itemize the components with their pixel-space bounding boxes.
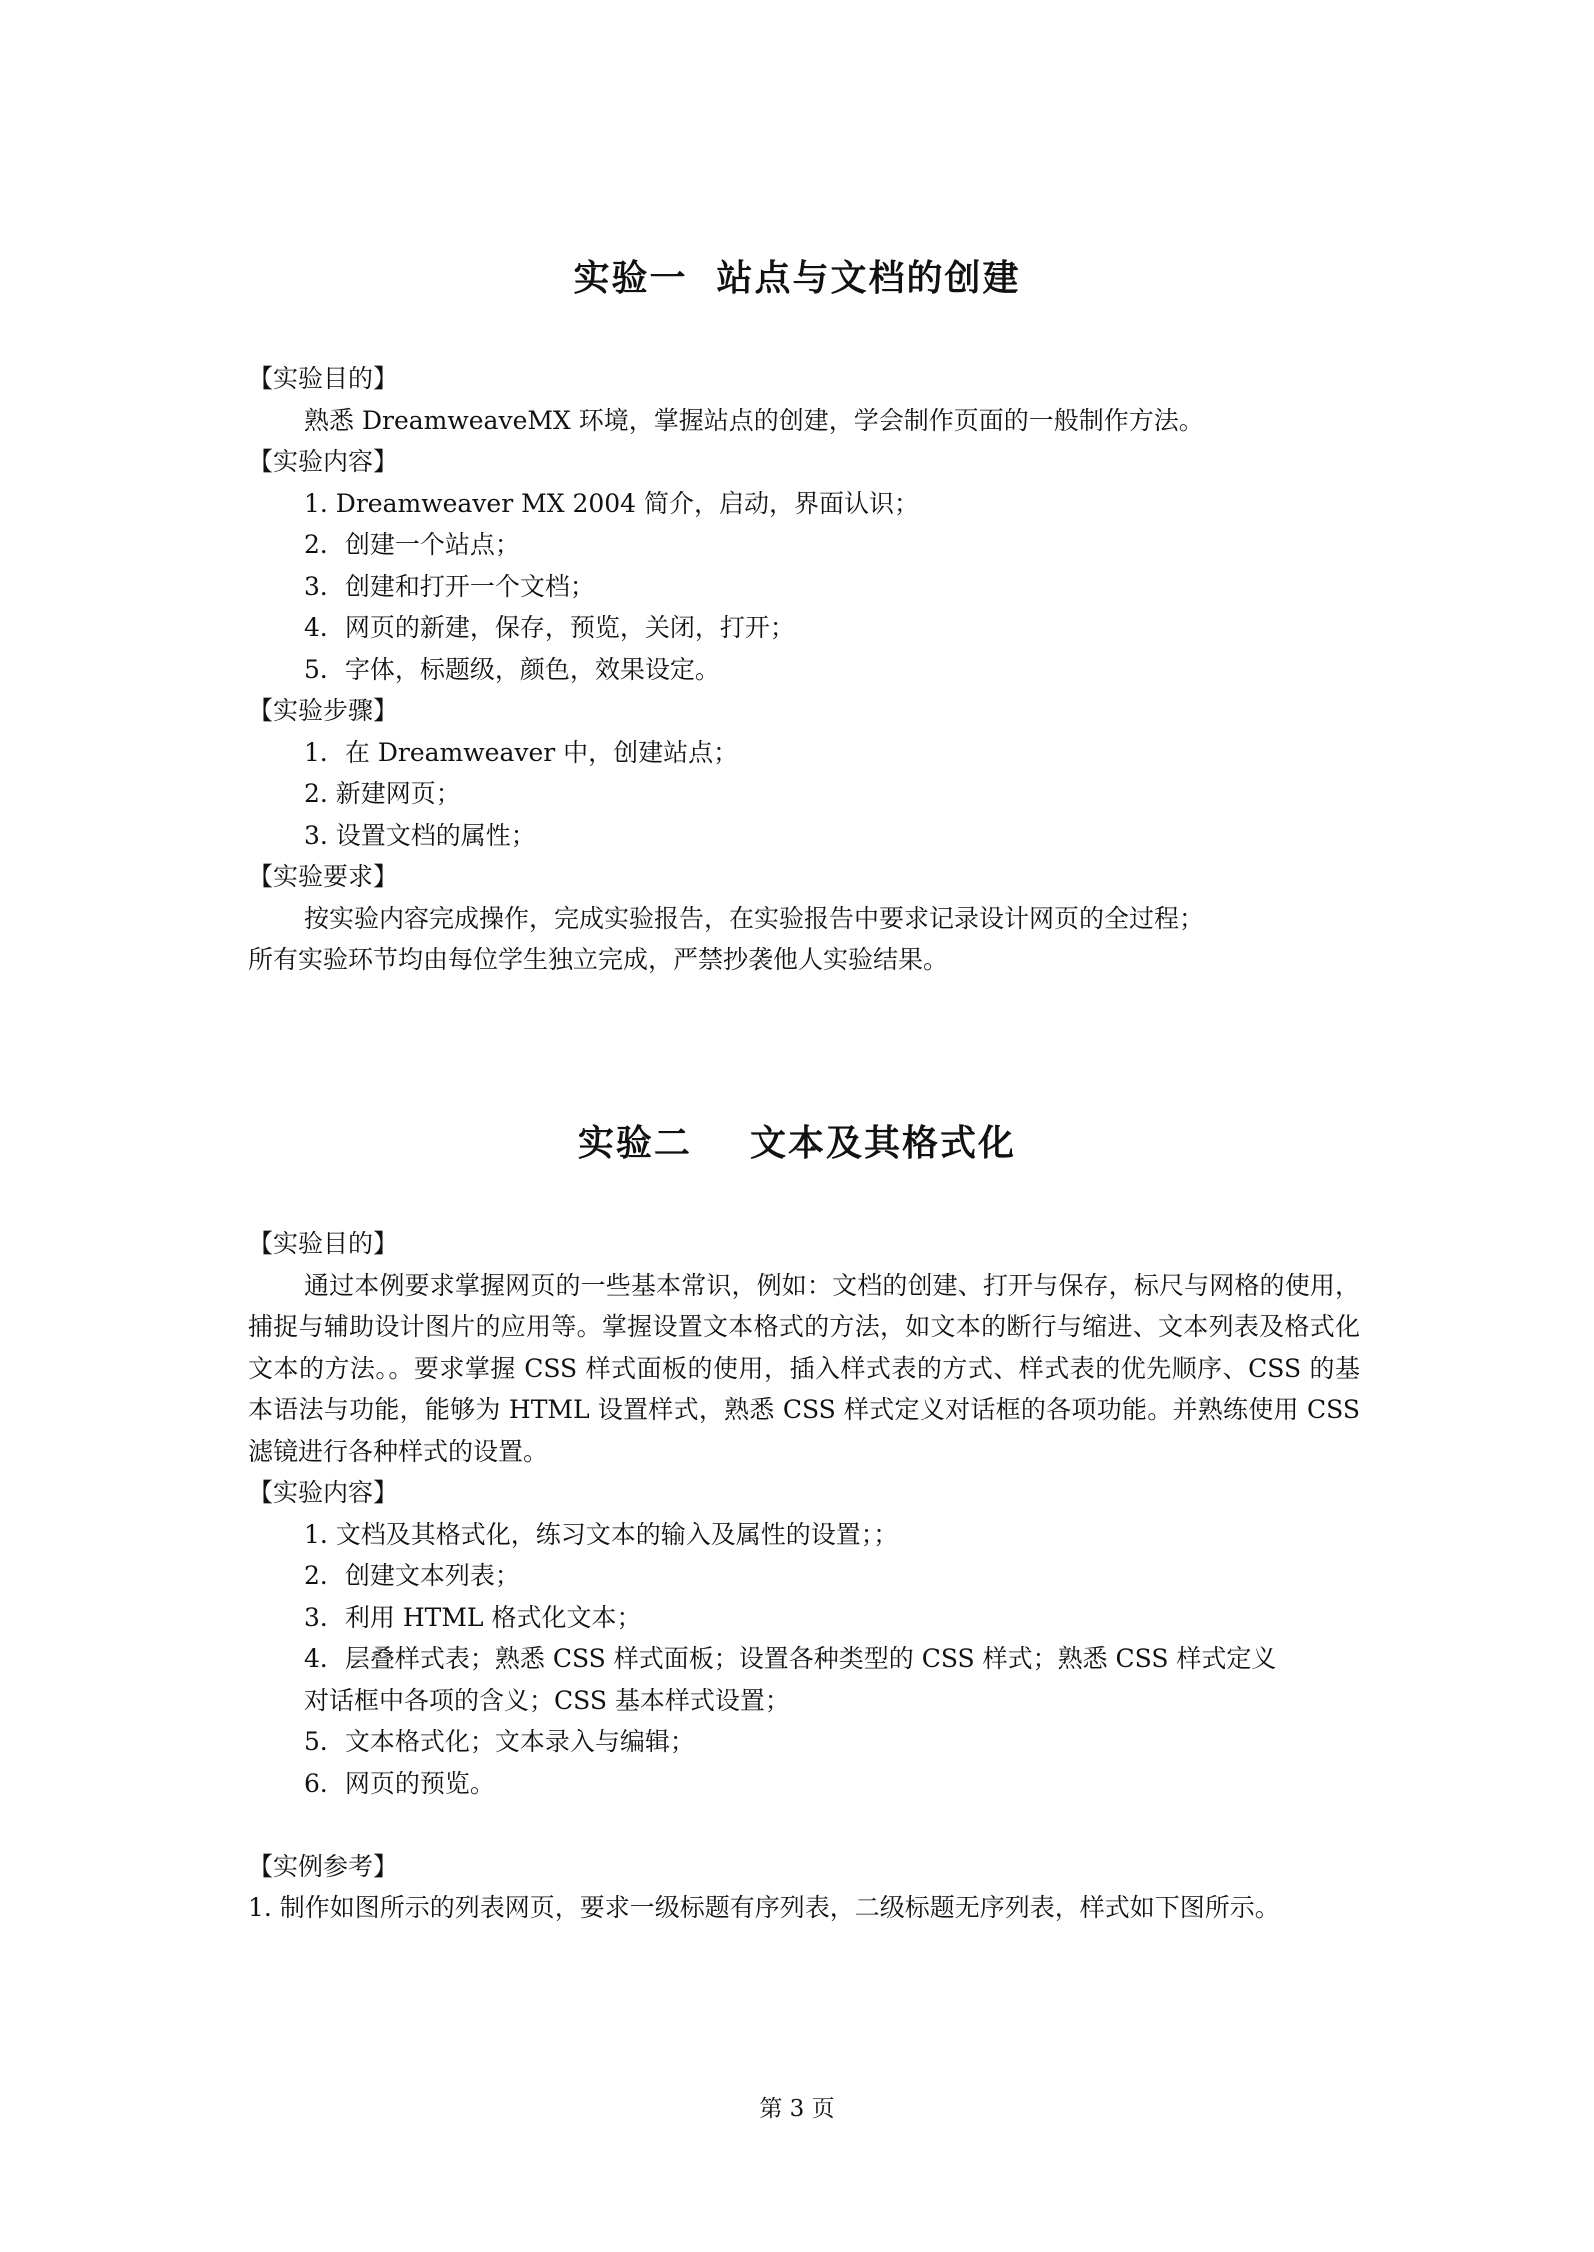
content-item: 4．网页的新建，保存，预览，关闭，打开；: [304, 613, 795, 642]
purpose-heading: 【实验目的】: [248, 1229, 399, 1258]
experiment-1-body: [248, 358, 1360, 981]
page-number: 第 3 页: [759, 2096, 835, 2122]
steps-heading: 【实验步骤】: [248, 696, 399, 725]
requirements-text: 所有实验环节均由每位学生独立完成，严禁抄袭他人实验结果。: [248, 945, 949, 974]
reference-heading: 【实例参考】: [248, 1851, 399, 1881]
content-heading: 【实验内容】: [248, 1478, 399, 1507]
requirements-text: 按实验内容完成操作，完成实验报告，在实验报告中要求记录设计网页的全过程；: [304, 903, 1205, 933]
reference-text: 1. 制作如图所示的列表网页，要求一级标题有序列表，二级标题无序列表，样式如下图所示。: [248, 1893, 1280, 1922]
purpose-text: 熟悉 DreamweaveMX 环境，掌握站点的创建，学会制作页面的一般制作方法。: [304, 405, 1204, 435]
step-item: 1．在 Dreamweaver 中，创建站点；: [304, 737, 739, 767]
content-item: 3．创建和打开一个文档；: [304, 571, 595, 601]
content-item: 5．字体，标题级，颜色，效果设定。: [304, 654, 720, 684]
content-item: 2．创建文本列表；: [304, 1561, 520, 1590]
requirements-heading: 【实验要求】: [248, 862, 399, 891]
purpose-paragraph: 通过本例要求掌握网页的一些基本常识，例如：文档的创建、打开与保存，标尺与网格的使用，捕捉与辅助设计图片的应用等。掌握设置文本格式的方法，如文本的断行与缩进、文本列表及格式化文本的方法。。要求掌握 CSS 样式面板的使用，插入样式表的方式、样式表的优先顺序、CSS 的基本语法与功能，能够为 HTML 设置样式，熟悉 CSS 样式定义对话框的各项功能。并熟练使用 CSS 滤镜进行各种样式的设置。: [248, 1270, 1360, 1466]
spacer: [248, 1804, 1360, 1846]
experiment-2-title: 实验二 文本及其格式化: [577, 1123, 1017, 1164]
content-item: 1. Dreamweaver MX 2004 简介，启动，界面认识；: [304, 488, 920, 518]
content-item: 1. 文档及其格式化，练习文本的输入及属性的设置；；: [304, 1519, 899, 1549]
step-item: 3. 设置文档的属性；: [304, 820, 536, 850]
purpose-heading: 【实验目的】: [248, 364, 399, 393]
content-item: 6．网页的预览。: [304, 1768, 495, 1798]
step-item: 2. 新建网页；: [304, 779, 461, 808]
content-item: 3．利用 HTML 格式化文本；: [304, 1602, 642, 1632]
content-heading: 【实验内容】: [248, 447, 399, 476]
content-item: 5．文本格式化；文本录入与编辑；: [304, 1727, 695, 1756]
content-item: 2．创建一个站点；: [304, 530, 520, 559]
experiment-2-body: [248, 1223, 1360, 1929]
content-item-continued: 对话框中各项的含义；CSS 基本样式设置；: [304, 1685, 790, 1715]
experiment-1-title: 实验一 站点与文档的创建: [573, 258, 1021, 299]
content-item: 4．层叠样式表；熟悉 CSS 样式面板；设置各种类型的 CSS 样式；熟悉 CSS 样式定义: [304, 1644, 1277, 1673]
